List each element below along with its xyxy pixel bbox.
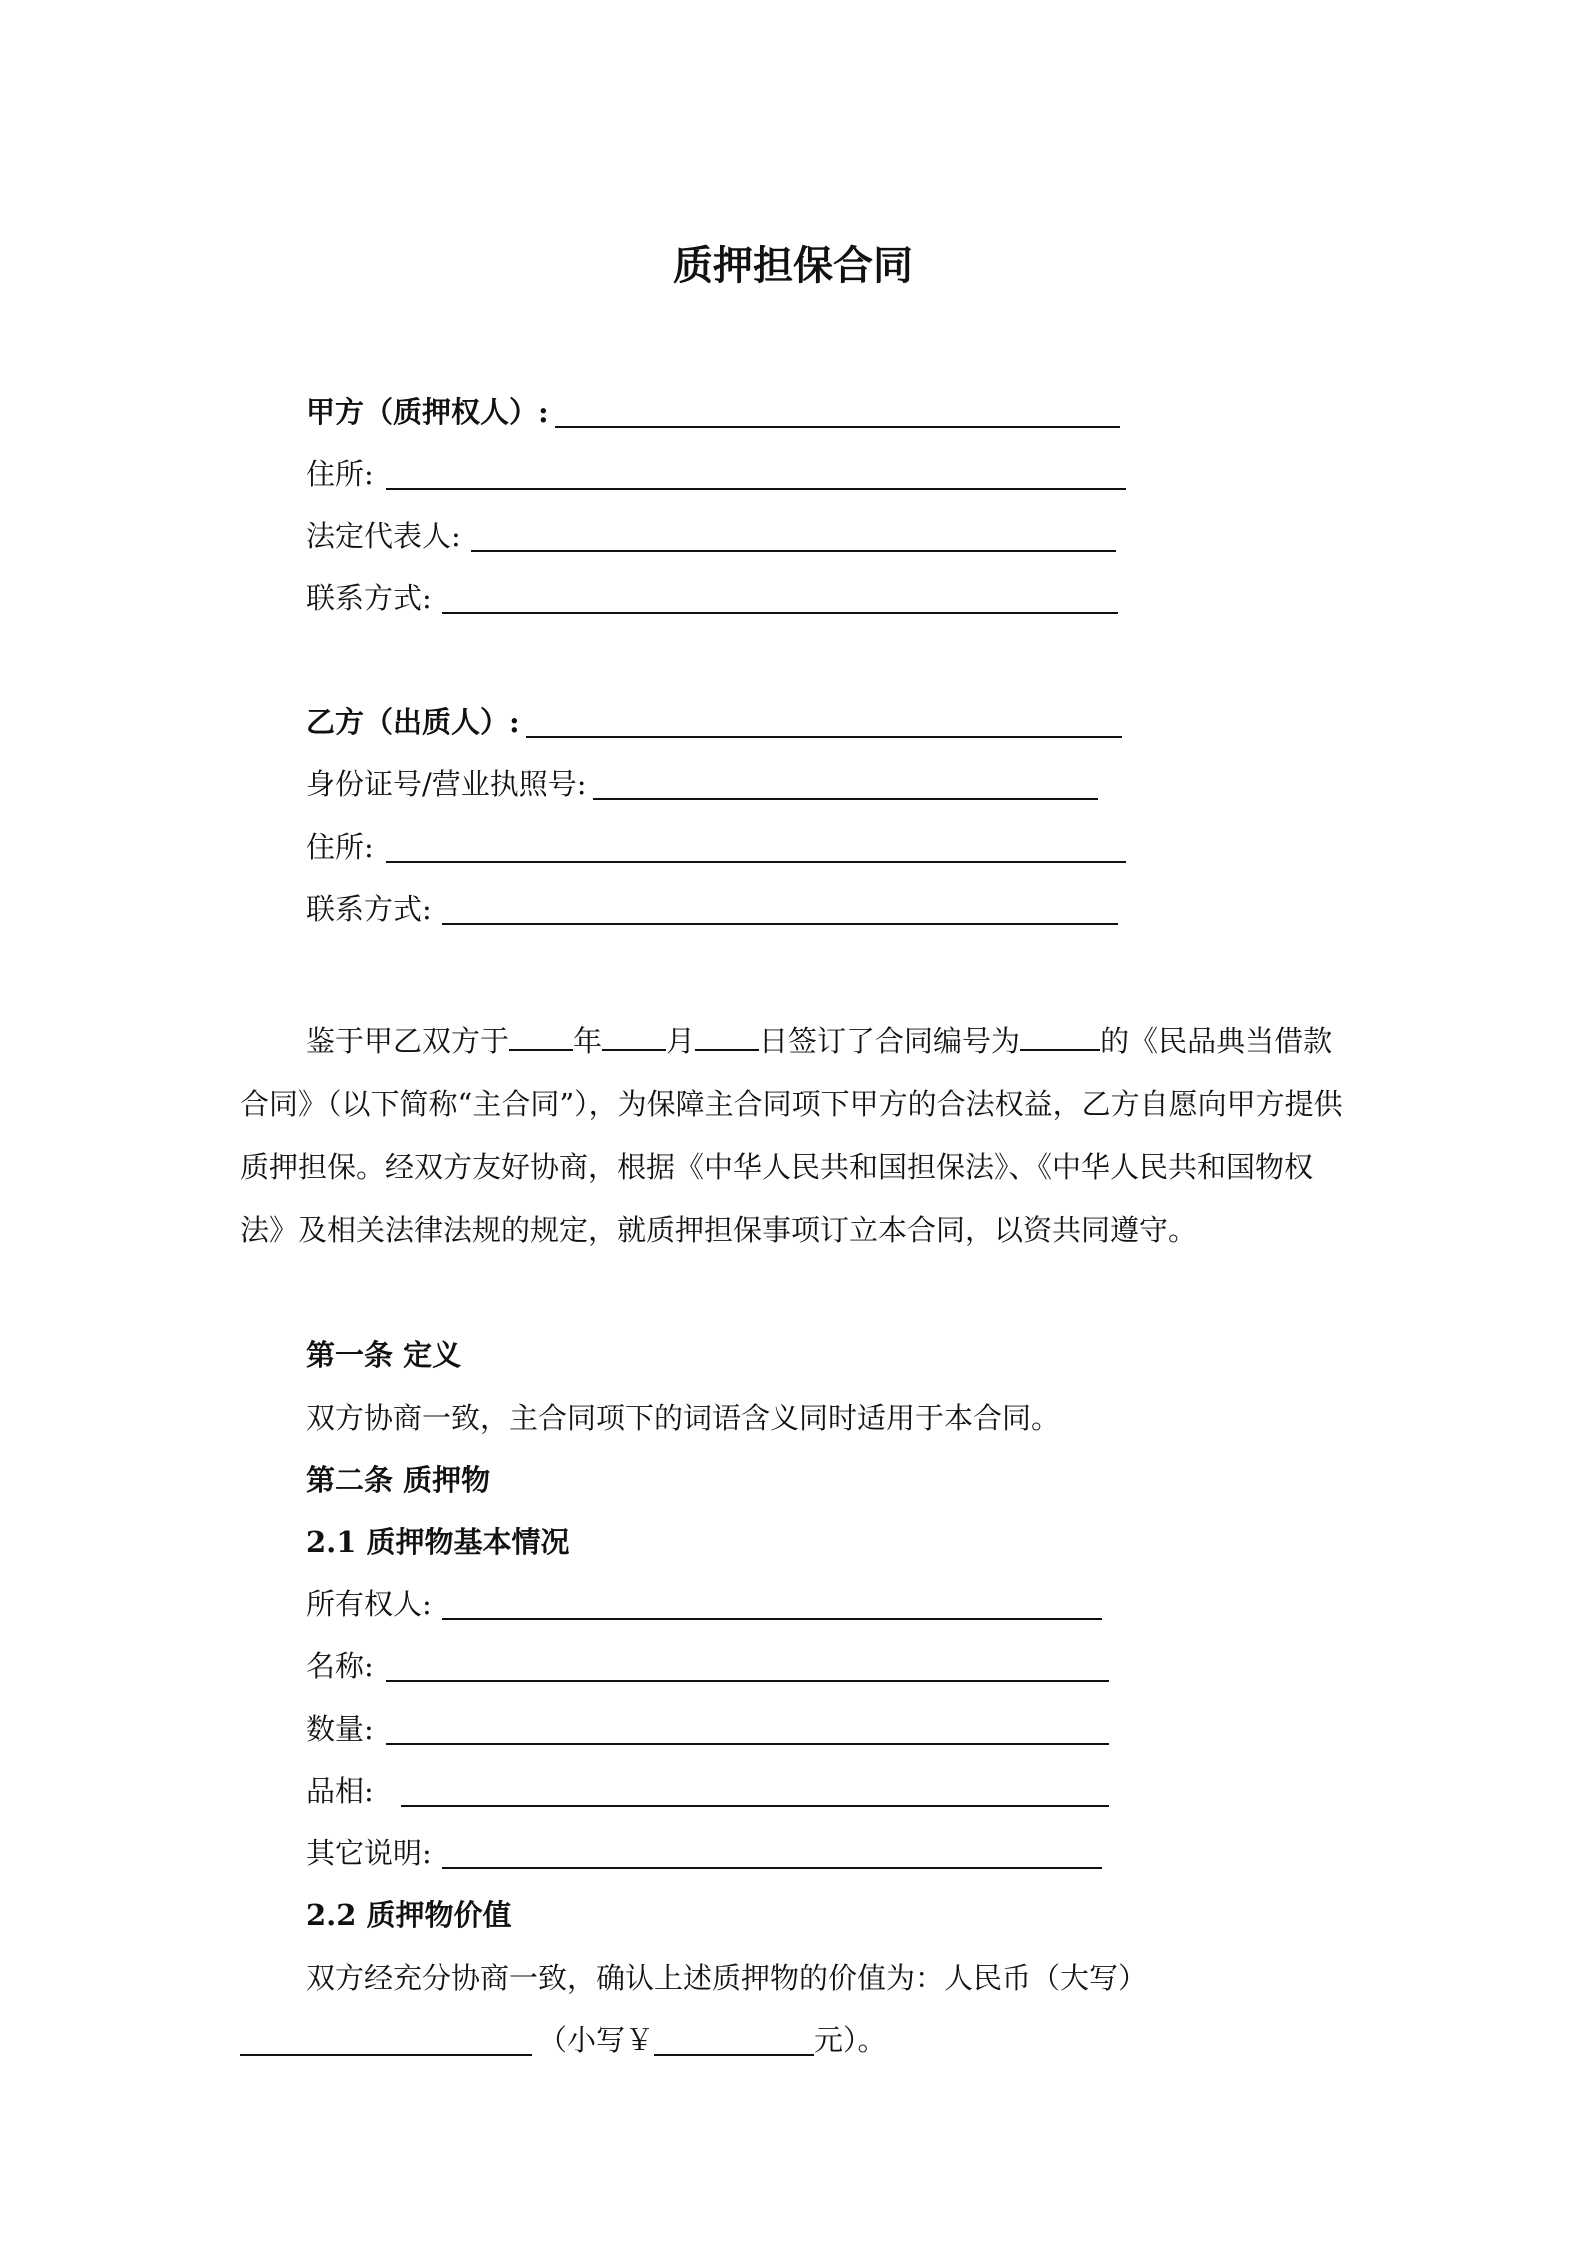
other-notes-field[interactable] bbox=[306, 1833, 1102, 1873]
value-lowercase-line[interactable] bbox=[654, 2024, 814, 2056]
owner-line[interactable] bbox=[442, 1588, 1102, 1620]
preamble-year-label: 年 bbox=[573, 1024, 603, 1058]
party-a-address-field[interactable] bbox=[306, 454, 1126, 494]
value-uppercase-line[interactable] bbox=[240, 2024, 532, 2056]
year-blank[interactable] bbox=[509, 1023, 573, 1051]
party-b-id-label: 身份证号/营业执照号: bbox=[306, 767, 587, 801]
condition-label: 品相: bbox=[306, 1774, 374, 1808]
party-a-legal-rep-line[interactable] bbox=[471, 520, 1116, 552]
article-2-heading: 第二条 质押物 bbox=[306, 1463, 491, 1497]
section-2-1-heading: 2.1 质押物基本情况 bbox=[306, 1525, 570, 1559]
party-b-name-field[interactable] bbox=[306, 702, 1122, 742]
condition-line[interactable] bbox=[401, 1775, 1109, 1807]
page-title: 质押担保合同 bbox=[673, 243, 913, 289]
party-a-name-line[interactable] bbox=[555, 396, 1120, 428]
owner-label: 所有权人: bbox=[306, 1587, 432, 1621]
value-amount-field[interactable] bbox=[240, 2020, 887, 2060]
party-a-legal-rep-field[interactable] bbox=[306, 516, 1116, 556]
contract-number-blank[interactable] bbox=[1020, 1023, 1100, 1051]
value-small-suffix: 元）。 bbox=[814, 2023, 887, 2057]
party-b-name-label: 乙方（出质人）: bbox=[306, 705, 520, 739]
party-b-name-line[interactable] bbox=[526, 706, 1122, 738]
preamble-text-2: 的《民品典当借款合同》（以下简称“主合同”），为保障主合同项下甲方的合法权益，乙方自愿向甲方提供质押担保。经双方友好协商，根据《中华人民共和国担保法》、《中华人民共和国物权法》及相关法律法规的规定，就质押担保事项订立本合同，以资共同遵守。 bbox=[240, 1024, 1343, 1247]
party-a-address-label: 住所: bbox=[306, 457, 374, 491]
other-notes-line[interactable] bbox=[442, 1837, 1102, 1869]
preamble-month-label: 月 bbox=[666, 1024, 696, 1058]
party-b-id-line[interactable] bbox=[593, 768, 1098, 800]
section-2-2-heading: 2.2 质押物价值 bbox=[306, 1898, 512, 1932]
month-blank[interactable] bbox=[602, 1023, 666, 1051]
item-name-label: 名称: bbox=[306, 1649, 374, 1683]
article-1-text: 双方协商一致，主合同项下的词语含义同时适用于本合同。 bbox=[306, 1401, 1061, 1435]
party-a-legal-rep-label: 法定代表人: bbox=[306, 519, 461, 553]
party-a-contact-line[interactable] bbox=[442, 582, 1118, 614]
party-b-contact-label: 联系方式: bbox=[306, 892, 432, 926]
other-notes-label: 其它说明: bbox=[306, 1836, 432, 1870]
value-small-prefix: （小写￥ bbox=[538, 2023, 655, 2057]
item-name-field[interactable] bbox=[306, 1646, 1109, 1686]
preamble-day-text: 日签订了合同编号为 bbox=[759, 1024, 1021, 1058]
item-name-line[interactable] bbox=[386, 1650, 1109, 1682]
party-b-id-field[interactable] bbox=[306, 764, 1098, 804]
party-b-address-field[interactable] bbox=[306, 827, 1126, 867]
party-b-contact-field[interactable] bbox=[306, 889, 1118, 929]
party-a-contact-label: 联系方式: bbox=[306, 581, 432, 615]
article-1-heading: 第一条 定义 bbox=[306, 1338, 462, 1372]
party-a-name-field[interactable] bbox=[306, 392, 1120, 432]
party-a-address-line[interactable] bbox=[386, 458, 1126, 490]
quantity-line[interactable] bbox=[386, 1713, 1109, 1745]
party-a-contact-field[interactable] bbox=[306, 578, 1118, 618]
quantity-field[interactable] bbox=[306, 1709, 1109, 1749]
value-text: 双方经充分协商一致，确认上述质押物的价值为：人民币（大写） bbox=[306, 1961, 1148, 1995]
party-b-contact-line[interactable] bbox=[442, 893, 1118, 925]
quantity-label: 数量: bbox=[306, 1712, 374, 1746]
party-b-address-label: 住所: bbox=[306, 830, 374, 864]
preamble-paragraph bbox=[240, 1010, 1352, 1262]
party-a-name-label: 甲方（质押权人）: bbox=[306, 395, 549, 429]
condition-field[interactable] bbox=[306, 1771, 1109, 1811]
owner-field[interactable] bbox=[306, 1584, 1102, 1624]
day-blank[interactable] bbox=[695, 1023, 759, 1051]
preamble-text-1: 鉴于甲乙双方于 bbox=[306, 1024, 510, 1058]
party-b-address-line[interactable] bbox=[386, 831, 1126, 863]
